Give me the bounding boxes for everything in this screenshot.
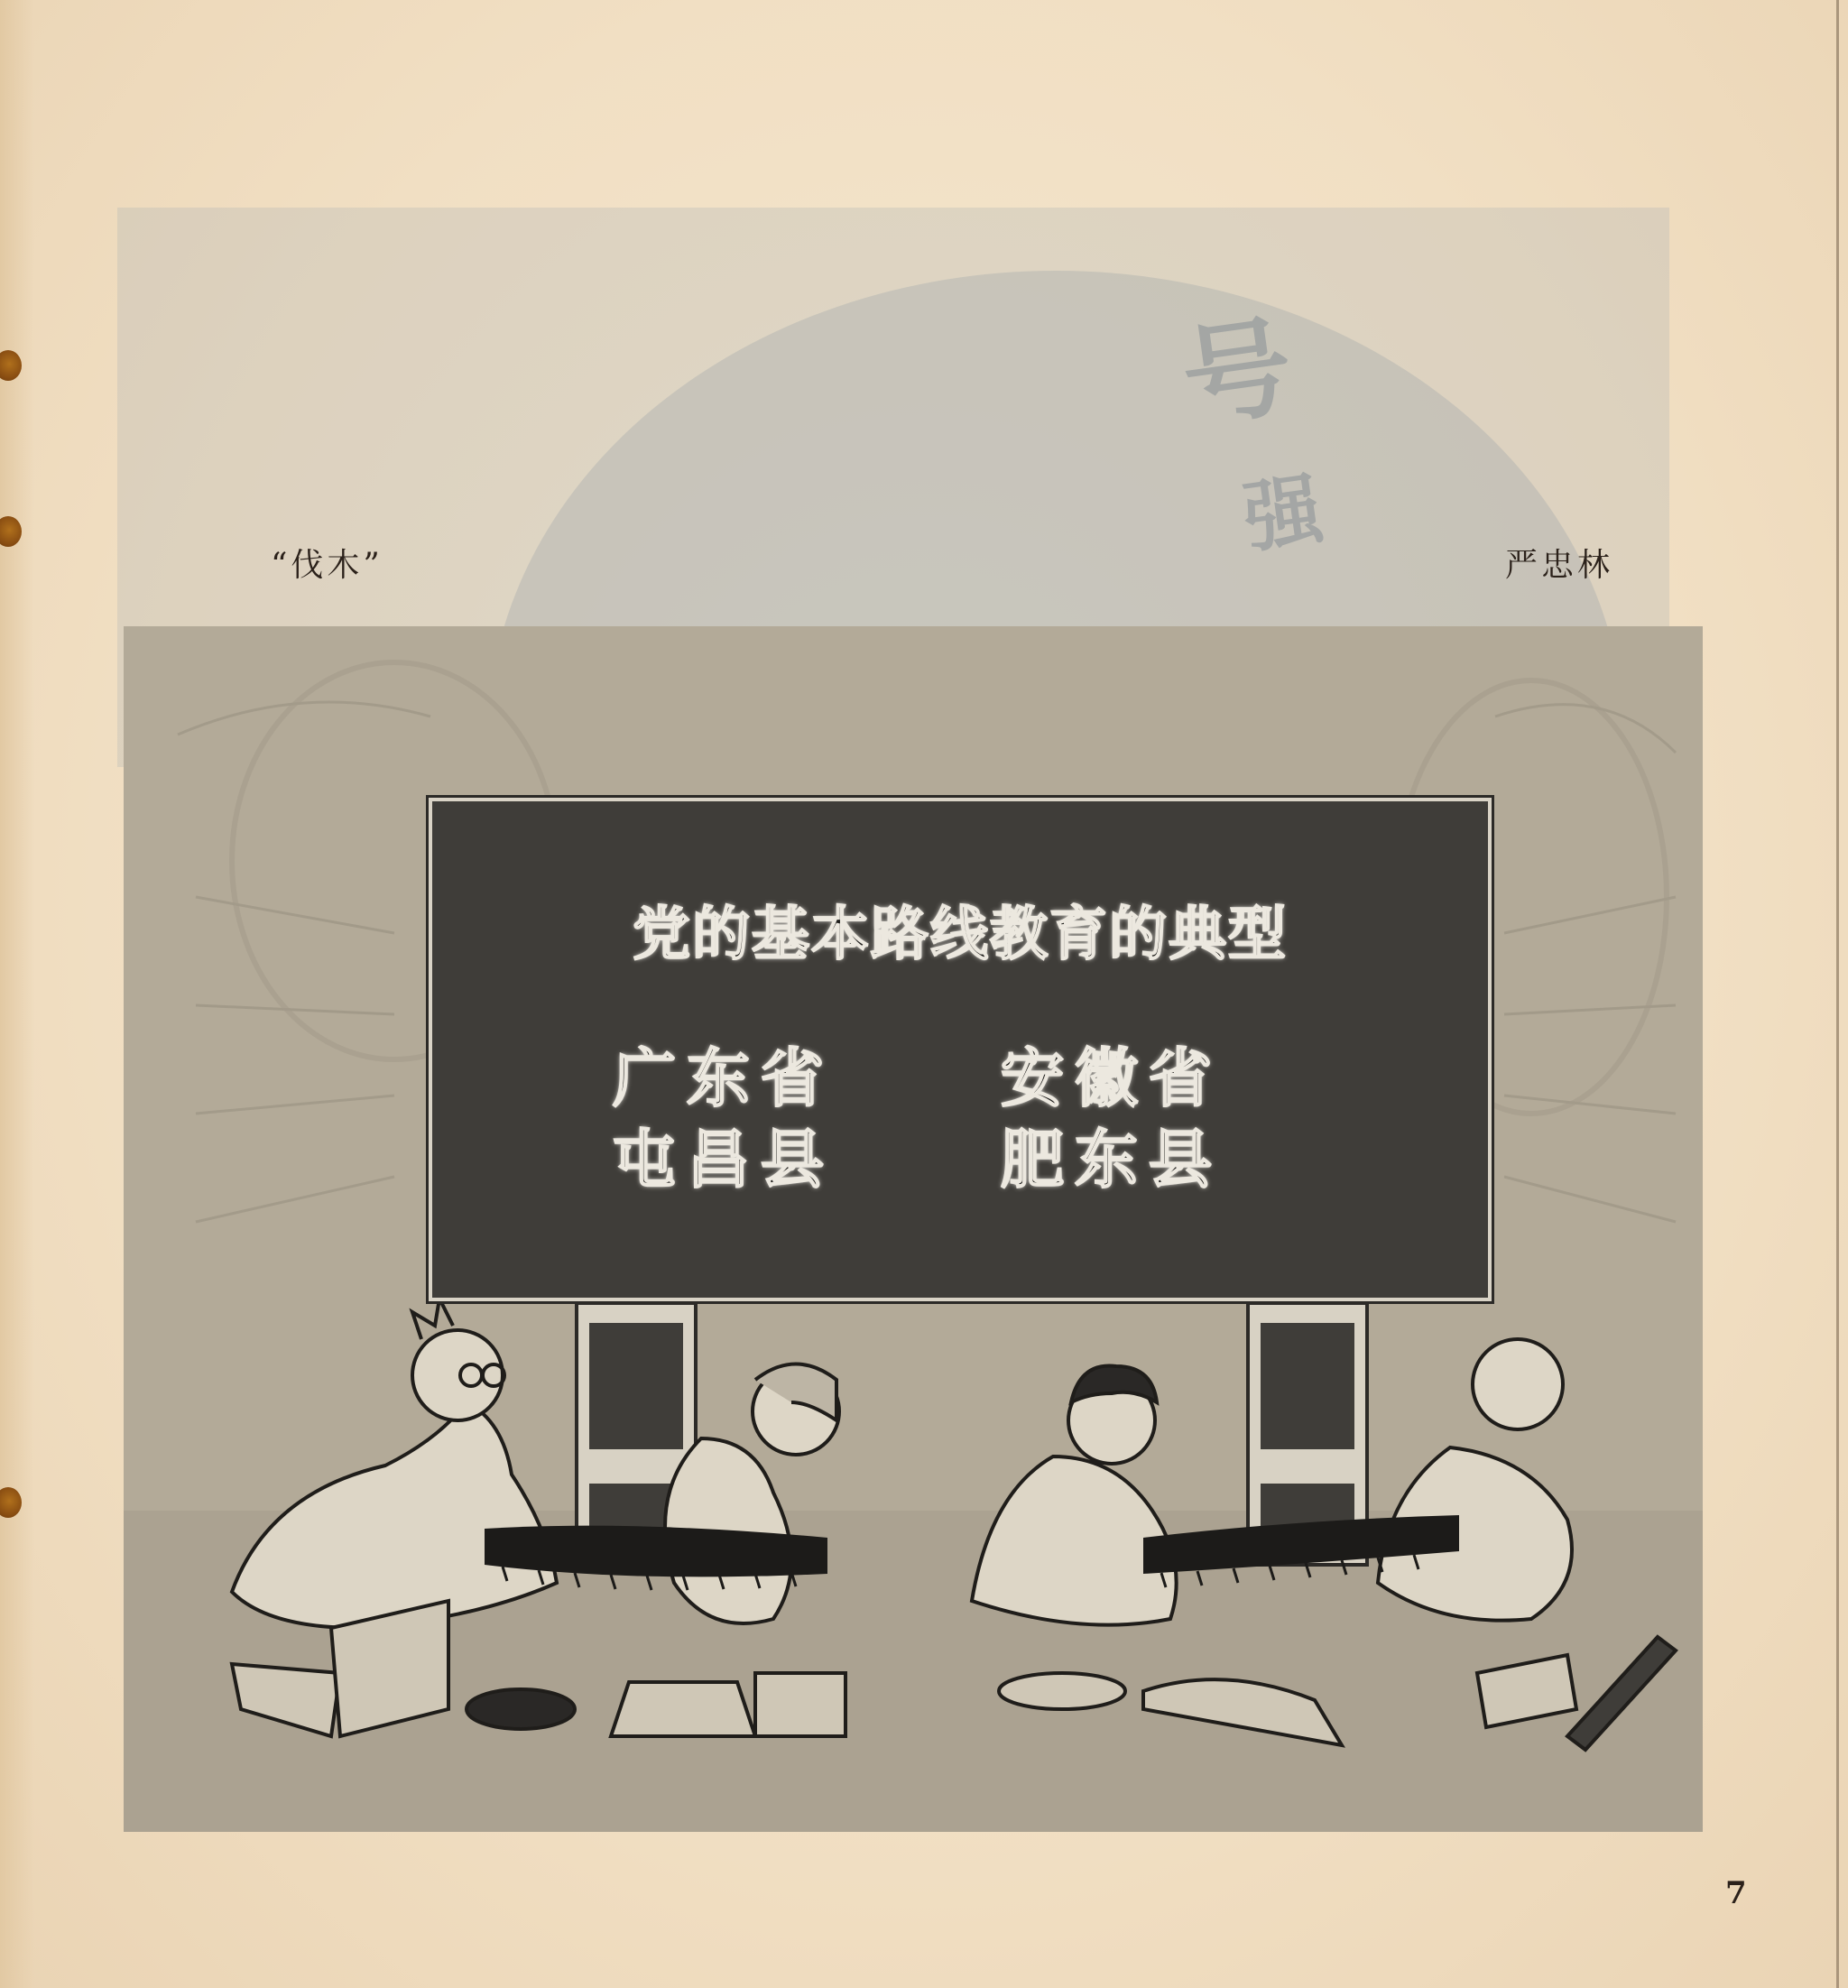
cartoon-title: “伐木” <box>271 547 383 584</box>
signboard-headline: 党的基本路线教育的典型 <box>633 902 1288 968</box>
signboard <box>429 798 1492 1301</box>
signboard-left-province: 广东省 <box>613 1041 835 1115</box>
signboard-right-column <box>1001 1038 1223 1200</box>
tin-box <box>755 1673 845 1736</box>
tea-jar <box>611 1682 755 1736</box>
reverse-side-char-2: 强 <box>1238 464 1328 565</box>
signboard-left-county: 屯昌县 <box>613 1123 835 1197</box>
figure-left-man-body <box>232 1402 557 1628</box>
reverse-side-char-1: 号 <box>1175 304 1300 444</box>
signboard-right-province: 安徽省 <box>1001 1041 1223 1115</box>
fish-middle-small <box>999 1673 1125 1709</box>
page-number: 7 <box>1725 1875 1747 1911</box>
figure-right-old-man-head <box>1473 1339 1563 1429</box>
left-sawing-pair <box>232 1299 839 1628</box>
cartoon-author: 严忠林 <box>1505 547 1614 584</box>
cartoon-plate <box>124 626 1703 1832</box>
page-spine-shadow <box>0 0 34 1988</box>
signboard-right-county: 肥东县 <box>1001 1123 1223 1197</box>
fish-left <box>467 1689 575 1729</box>
page-right-edge <box>1836 0 1839 1988</box>
figure-left-man-head <box>412 1330 503 1420</box>
signboard-left-column <box>613 1038 835 1200</box>
